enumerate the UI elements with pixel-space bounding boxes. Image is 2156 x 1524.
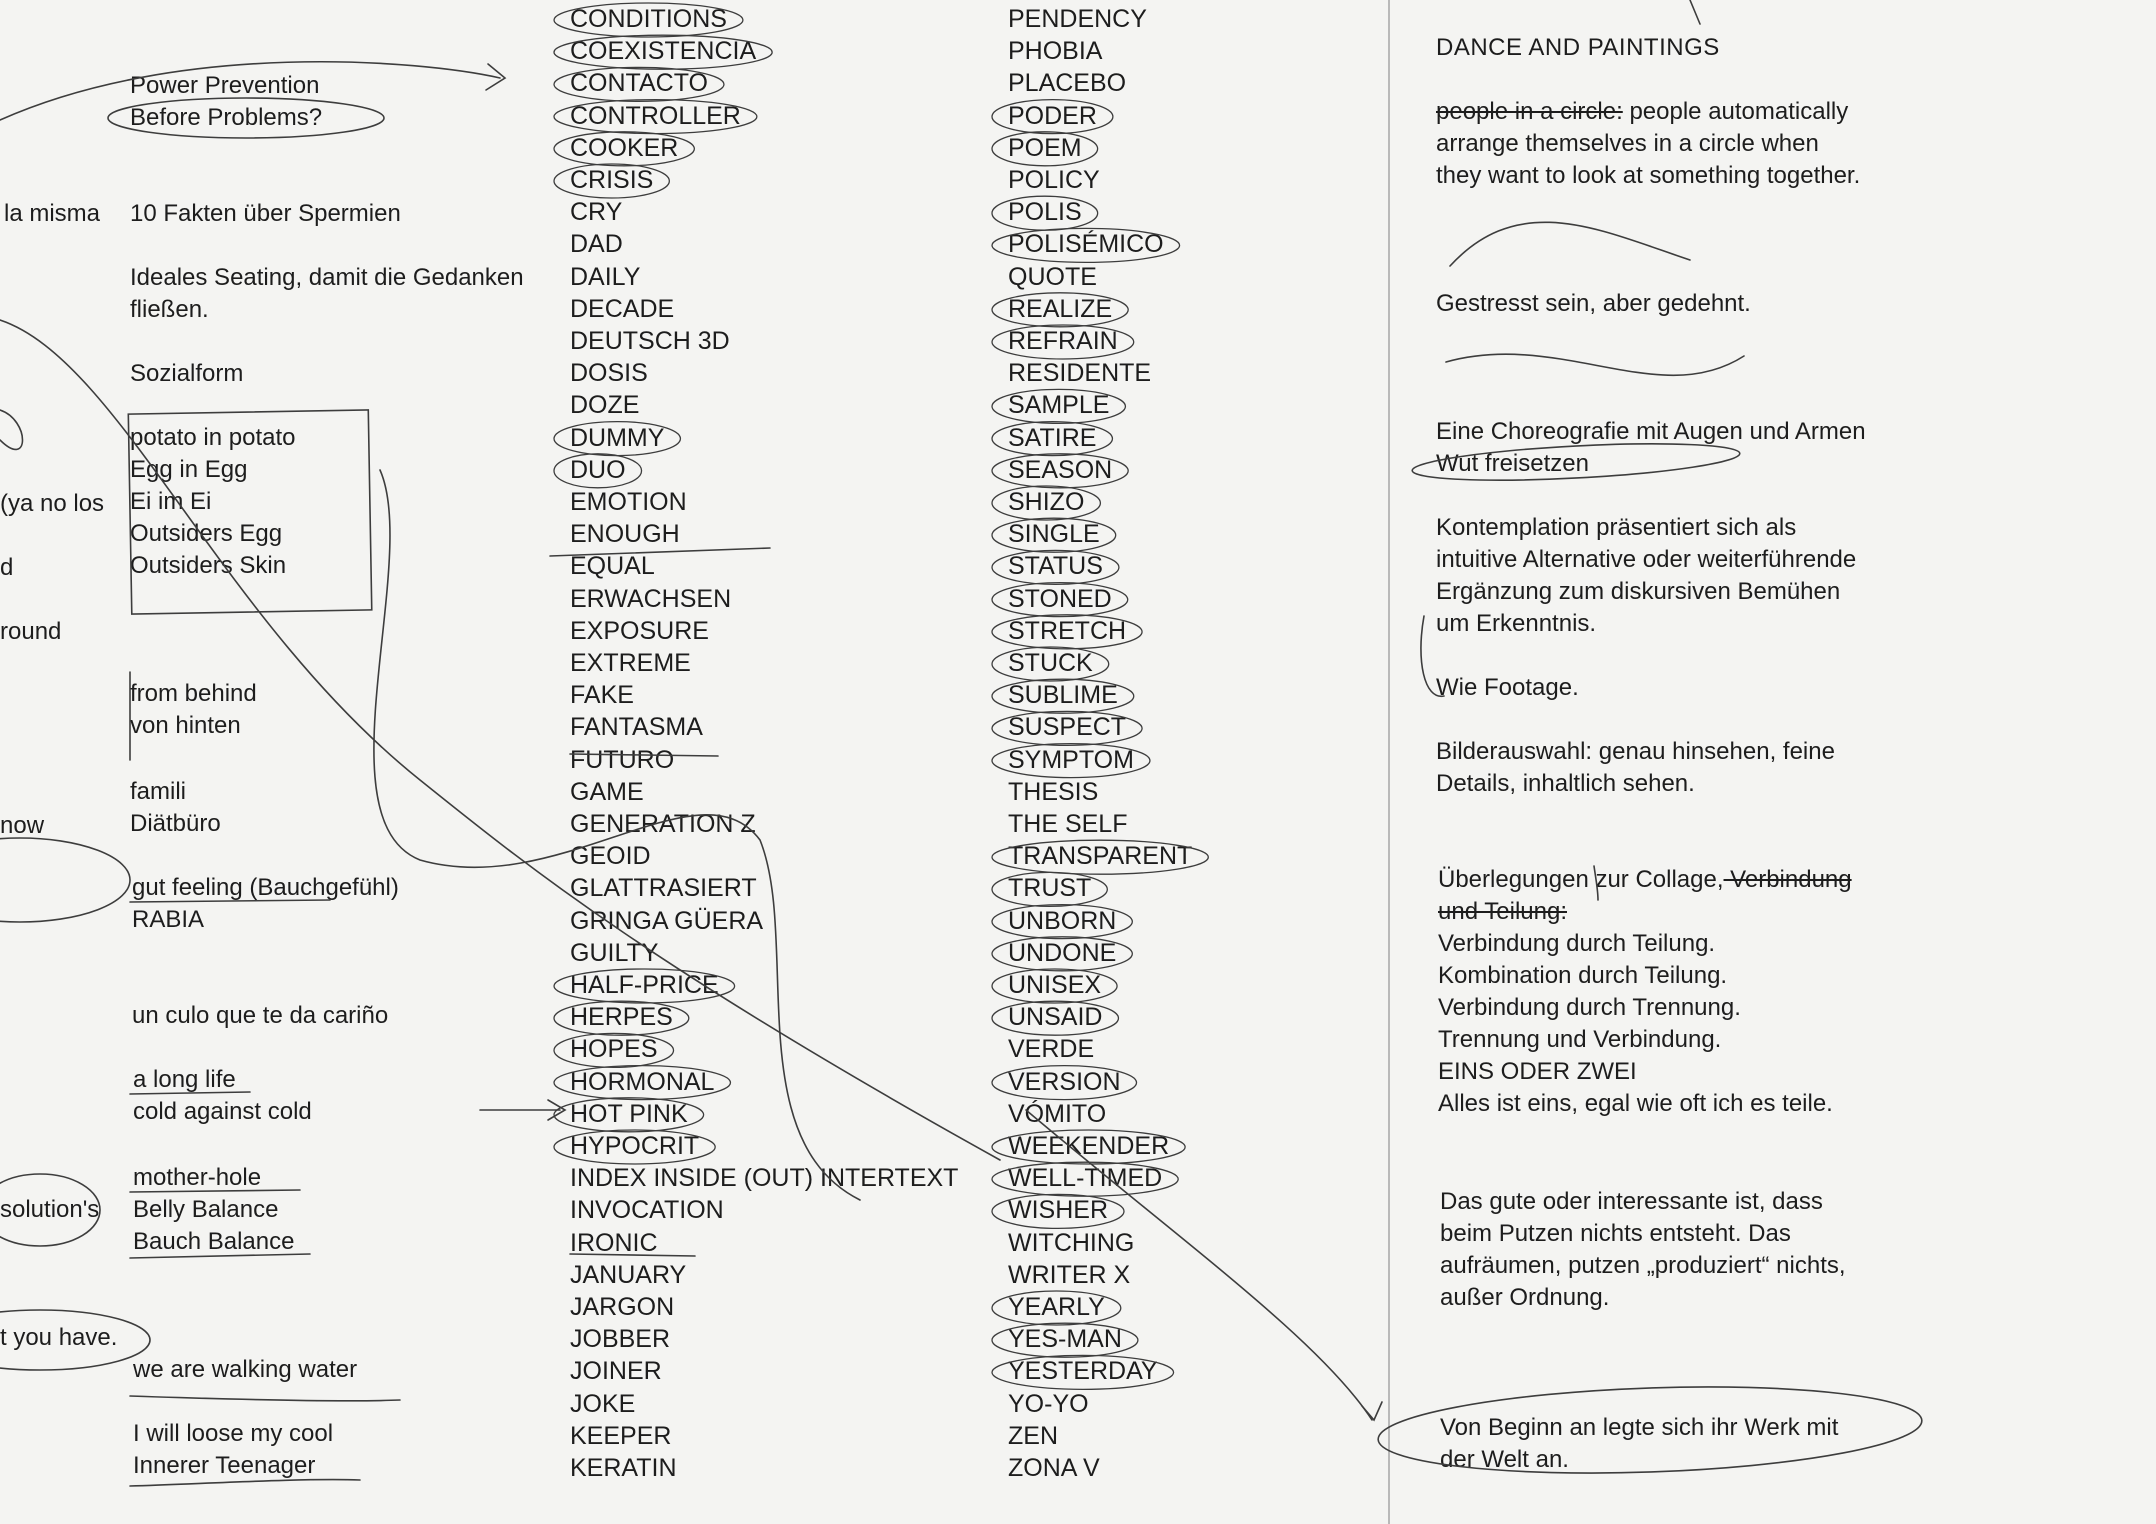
list2-word: STRETCH	[1008, 616, 1127, 645]
list2-word: THESIS	[1008, 777, 1099, 806]
list1-word: HERPES	[570, 1003, 673, 1032]
putzen-line: aufräumen, putzen „produziert“ nichts,	[1440, 1252, 1846, 1279]
note-from-behind: from behind	[130, 680, 257, 707]
list2-word: STONED	[1008, 584, 1112, 613]
list1-word: EXPOSURE	[570, 616, 709, 645]
fragment-solutions: solution's	[0, 1196, 100, 1223]
list2-word: STUCK	[1008, 649, 1093, 677]
putzen-line: beim Putzen nichts entsteht. Das	[1440, 1220, 1791, 1247]
list2-word: ZEN	[1008, 1421, 1058, 1450]
note-belly-balance: Belly Balance	[133, 1196, 279, 1223]
list1-word: CRY	[570, 198, 623, 227]
note-choreografie: Eine Choreografie mit Augen und Armen	[1436, 418, 1866, 445]
list2-word: VERSION	[1008, 1067, 1121, 1096]
kontemplation-line: um Erkenntnis.	[1436, 610, 1597, 637]
list2-word: POLIS	[1008, 198, 1082, 227]
note-power-prevention: Power Prevention	[130, 72, 320, 99]
list1-word: DAILY	[570, 262, 641, 291]
right-column-title: DANCE AND PAINTINGS	[1436, 34, 1720, 61]
arrow-head	[548, 1100, 565, 1120]
note-diatburo: Diätbüro	[130, 810, 221, 837]
list2-word: UNDONE	[1008, 938, 1117, 967]
note-wut-freisetzen: Wut freisetzen	[1436, 450, 1589, 477]
list1-word: CONDITIONS	[570, 5, 727, 33]
list2-word: WRITER X	[1008, 1260, 1131, 1289]
note-outsiders-egg: Outsiders Egg	[130, 520, 283, 547]
list2-word: YESTERDAY	[1008, 1357, 1158, 1386]
fragment-round: round	[0, 618, 62, 645]
note-gestresst: Gestresst sein, aber gedehnt.	[1436, 290, 1751, 317]
list1-word: DAD	[570, 230, 623, 259]
list1-word: HOPES	[570, 1035, 658, 1064]
column-divider-line	[1388, 0, 1390, 1524]
list2-word: RESIDENTE	[1008, 359, 1152, 388]
list1-word: CONTROLLER	[570, 101, 741, 130]
arrow-head	[486, 64, 505, 90]
list1-word: GRINGA GÜERA	[570, 906, 764, 935]
list1-word: JOKE	[570, 1389, 636, 1418]
list2-word: POLISÉMICO	[1008, 230, 1164, 259]
list2-word: SUSPECT	[1008, 713, 1127, 742]
circle-mark	[0, 838, 130, 922]
list2-word: PODER	[1008, 101, 1097, 130]
list1-word: COEXISTENCIA	[570, 37, 757, 66]
list1-word: GUILTY	[570, 938, 659, 967]
list1-word: FANTASMA	[570, 713, 703, 742]
list2-word: REFRAIN	[1008, 327, 1118, 355]
list2-word: SUBLIME	[1008, 681, 1118, 710]
list1-word: KEEPER	[570, 1421, 672, 1450]
collage-line: Verbindung durch Trennung.	[1438, 994, 1741, 1021]
list2-word: STATUS	[1008, 552, 1103, 581]
circle-note-line: they want to look at something together.	[1436, 162, 1861, 189]
list1-word: DOSIS	[570, 359, 648, 388]
kontemplation-line: Kontemplation präsentiert sich als	[1436, 514, 1797, 541]
list2-word: WITCHING	[1008, 1228, 1135, 1257]
list2-word: UNISEX	[1008, 971, 1102, 999]
edge-tick	[1690, 0, 1700, 24]
note-before-problems: Before Problems?	[130, 104, 323, 131]
list1-word: GAME	[570, 777, 644, 806]
list2-word: WISHER	[1008, 1196, 1108, 1225]
note-rabia: RABIA	[132, 906, 205, 933]
note-10-fakten: 10 Fakten über Spermien	[130, 200, 401, 227]
word-list-c-to-k	[570, 4, 990, 1484]
list2-word: SATIRE	[1008, 423, 1097, 452]
list1-word: HORMONAL	[570, 1067, 715, 1096]
circle-note-line: arrange themselves in a circle when	[1436, 130, 1819, 157]
list2-word: VERDE	[1008, 1035, 1095, 1064]
collage-struck-verbindung: Verbindung	[1723, 866, 1852, 893]
list2-word: QUOTE	[1008, 262, 1097, 291]
list2-word: YES-MAN	[1008, 1325, 1122, 1354]
list1-word: JANUARY	[570, 1260, 687, 1289]
list1-word: CONTACTO	[570, 69, 708, 98]
note-fliessen: fließen.	[130, 296, 209, 323]
note-egg-in-egg: Egg in Egg	[130, 456, 248, 483]
collage-line: EINS ODER ZWEI	[1438, 1058, 1637, 1085]
list1-word: GEOID	[570, 842, 651, 871]
bilderauswahl-line: Details, inhaltlich sehen.	[1436, 770, 1695, 797]
list2-word: PENDENCY	[1008, 5, 1147, 33]
collage-struck-teilung: und Teilung:	[1438, 898, 1567, 925]
squiggle-mark	[1450, 222, 1690, 266]
list2-word: YO-YO	[1008, 1389, 1089, 1418]
note-famili: famili	[130, 778, 187, 805]
list1-word: HALF-PRICE	[570, 971, 719, 999]
list2-word: THE SELF	[1008, 810, 1128, 838]
list2-word: TRUST	[1008, 874, 1092, 903]
list1-word: DOZE	[570, 391, 640, 420]
bilderauswahl-line: Bilderauswahl: genau hinsehen, feine	[1436, 738, 1835, 765]
list1-word: GENERATION Z	[570, 810, 756, 838]
list2-word: POEM	[1008, 133, 1082, 162]
word-list-p-to-z	[1008, 4, 1308, 1484]
list1-word: COOKER	[570, 133, 679, 162]
list1-word: DEUTSCH 3D	[570, 327, 730, 355]
list1-word: JOINER	[570, 1357, 662, 1386]
note-von-hinten: von hinten	[130, 712, 241, 739]
list1-word: INDEX INSIDE (OUT) INTERTEXT	[570, 1164, 959, 1193]
list1-word: CRISIS	[570, 166, 654, 194]
list2-word: WEEKENDER	[1008, 1132, 1170, 1160]
note-innerer-teenager: Innerer Teenager	[133, 1452, 316, 1479]
list2-word: SHIZO	[1008, 488, 1085, 516]
fragment-now: now	[0, 812, 45, 839]
note-loose-my-cool: I will loose my cool	[133, 1420, 334, 1447]
list1-word: HYPOCRIT	[570, 1132, 700, 1160]
list2-word: UNBORN	[1008, 906, 1117, 935]
list1-word: FUTURO	[570, 745, 675, 774]
list2-word: YEARLY	[1008, 1293, 1105, 1321]
list2-word: POLICY	[1008, 166, 1100, 194]
beginn-line: der Welt an.	[1440, 1446, 1569, 1473]
note-un-culo: un culo que te da cariño	[132, 1002, 389, 1029]
list2-word: ZONA V	[1008, 1454, 1100, 1482]
fragment-d: d	[0, 554, 14, 581]
list1-word: JARGON	[570, 1293, 675, 1321]
list2-word: TRANSPARENT	[1008, 842, 1193, 871]
list2-word: SINGLE	[1008, 520, 1100, 549]
collage-line: Kombination durch Teilung.	[1438, 962, 1728, 989]
list1-word: IRONIC	[570, 1228, 658, 1257]
list1-word: DUMMY	[570, 423, 665, 452]
list2-word: PLACEBO	[1008, 69, 1127, 98]
list2-word: PHOBIA	[1008, 37, 1103, 66]
underline-mark	[130, 1396, 400, 1401]
kontemplation-line: intuitive Alternative oder weiterführende	[1436, 546, 1857, 573]
kontemplation-line: Ergänzung zum diskursiven Bemühen	[1436, 578, 1841, 605]
note-potato: potato in potato	[130, 424, 296, 451]
note-ei-im-ei: Ei im Ei	[130, 488, 212, 515]
list2-word: REALIZE	[1008, 294, 1113, 323]
note-walking-water: we are walking water	[133, 1356, 358, 1383]
fragment-you-have: t you have.	[0, 1324, 118, 1351]
note-cold-against-cold: cold against cold	[133, 1098, 312, 1125]
list1-word: DUO	[570, 455, 626, 484]
list1-word: INVOCATION	[570, 1196, 724, 1225]
list1-word: ENOUGH	[570, 520, 680, 549]
circle-note-first-line	[1436, 96, 1848, 128]
list2-word: UNSAID	[1008, 1003, 1103, 1032]
list2-word: SEASON	[1008, 455, 1113, 484]
list2-word: SAMPLE	[1008, 391, 1110, 420]
list1-word: JOBBER	[570, 1325, 671, 1354]
collage-line: Verbindung durch Teilung.	[1438, 930, 1716, 957]
list1-word: EMOTION	[570, 488, 687, 516]
fragment-la-misma: la misma	[4, 200, 101, 227]
list2-word: WELL-TIMED	[1008, 1164, 1163, 1193]
note-mother-hole: mother-hole	[133, 1164, 262, 1191]
list1-word: EXTREME	[570, 649, 691, 677]
list1-word: HOT PINK	[570, 1099, 688, 1128]
list1-word: DECADE	[570, 294, 675, 323]
collage-intro: Überlegungen zur Collage,	[1438, 866, 1724, 893]
putzen-line: Das gute oder interessante ist, dass	[1440, 1188, 1823, 1215]
list1-word: EQUAL	[570, 552, 655, 581]
arrow-head	[1362, 1402, 1382, 1420]
squiggle-mark	[1446, 354, 1744, 375]
circle-note-first-line-rest: people automatically	[1622, 98, 1849, 125]
fragment-ya-no-los: (ya no los	[0, 490, 105, 517]
note-ideales-seating: Ideales Seating, damit die Gedanken	[130, 264, 524, 291]
collage-line: Alles ist eins, egal wie oft ich es teile.	[1438, 1090, 1833, 1117]
list1-word: ERWACHSEN	[570, 584, 732, 613]
note-sozialform: Sozialform	[130, 360, 244, 387]
list2-word: SYMPTOM	[1008, 745, 1134, 774]
collage-line: Trennung und Verbindung.	[1438, 1026, 1722, 1053]
note-bauch-balance: Bauch Balance	[133, 1228, 295, 1255]
collage-intro-line	[1438, 864, 1852, 896]
circle-note-struck-phrase: people in a circle:	[1436, 98, 1623, 125]
note-gut-feeling: gut feeling (Bauchgefühl)	[132, 874, 399, 901]
note-wie-footage: Wie Footage.	[1436, 674, 1579, 701]
putzen-line: außer Ordnung.	[1440, 1284, 1610, 1311]
list1-word: FAKE	[570, 681, 634, 710]
note-outsiders-skin: Outsiders Skin	[130, 552, 287, 579]
beginn-line: Von Beginn an legte sich ihr Werk mit	[1440, 1414, 1839, 1441]
note-a-long-life: a long life	[133, 1066, 236, 1093]
edge-curve	[0, 410, 23, 449]
list1-word: KERATIN	[570, 1454, 677, 1482]
list1-word: GLATTRASIERT	[570, 874, 757, 903]
list2-word: VÓMITO	[1008, 1099, 1107, 1128]
